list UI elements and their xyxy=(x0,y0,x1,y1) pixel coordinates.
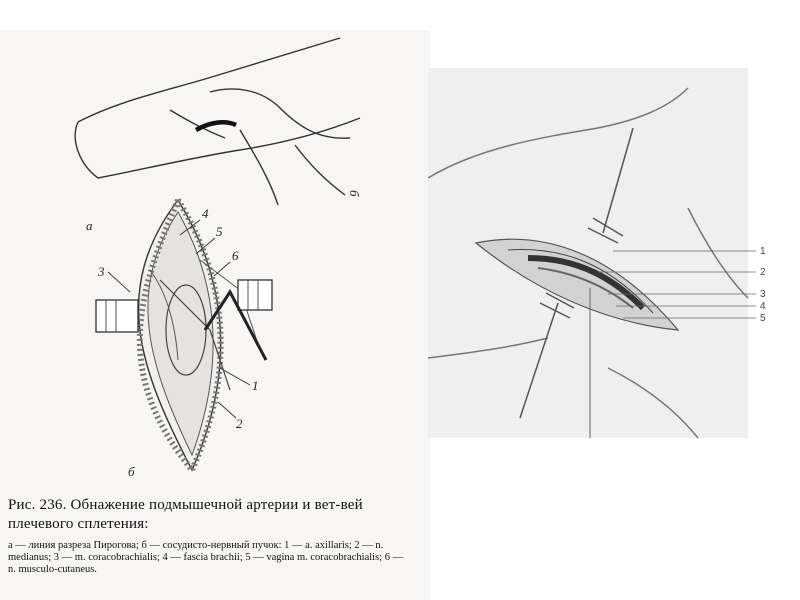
incision-wound xyxy=(476,239,678,330)
callout-b-2: 2 xyxy=(236,416,243,431)
callout-r-4: 4 xyxy=(760,301,766,312)
label-a: а xyxy=(86,218,93,233)
label-b: б xyxy=(128,464,135,479)
callout-b-4: 4 xyxy=(202,206,209,221)
figure-caption xyxy=(8,496,413,576)
callout-r-2: 2 xyxy=(760,267,766,278)
callout-b-3: 3 xyxy=(98,264,105,279)
label-b-rotated: б xyxy=(347,190,362,197)
axillary-artery-drawing xyxy=(0,30,430,500)
caption-title: Рис. 236. Обнажение подмышечной артерии и вет-вей плечевого сплетения: xyxy=(8,497,363,532)
callout-b-5: 5 xyxy=(216,224,223,239)
caption-legend: а — линия разреза Пирогова; б — сосудисто-нервный пучок: 1 — a. axillaris; 2 — n. medianus; 3 — m. coracobrachialis; 4 — fascia brachii; 5 — vagina m. coracobrachialis; 6 — n. musculo-cutaneus. xyxy=(8,540,404,575)
callout-r-3: 3 xyxy=(760,289,766,300)
right-illustration-panel xyxy=(428,68,766,438)
callout-b-1: 1 xyxy=(252,378,259,393)
retractor-left xyxy=(96,300,138,332)
retractor-upper xyxy=(588,128,633,243)
shoulder-incision-drawing xyxy=(428,68,766,438)
callout-r-1: 1 xyxy=(760,246,766,257)
callout-b-6: 6 xyxy=(232,248,239,263)
callout-r-5: 5 xyxy=(760,313,766,324)
incision-line xyxy=(196,122,236,130)
retractor-lower xyxy=(520,293,574,418)
retractor-right xyxy=(238,280,272,310)
